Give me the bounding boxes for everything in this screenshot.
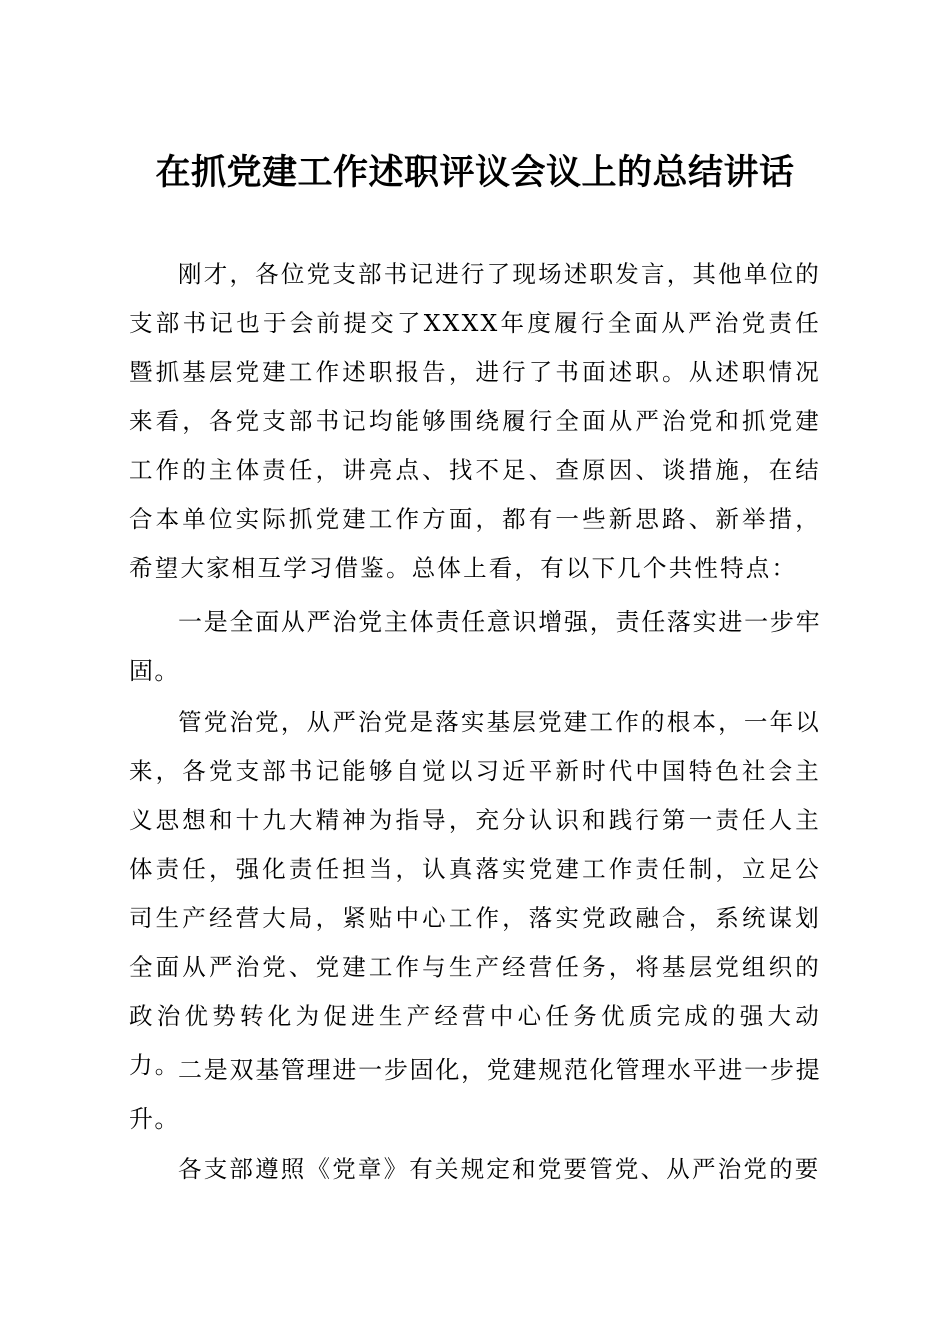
section-heading-2: 二是双基管理进一步固化，党建规范化管理水平进一步提升。 xyxy=(129,1056,821,1133)
paragraph-intro: 刚才，各位党支部书记进行了现场述职发言，其他单位的支部书记也于会前提交了XXXX年度履行全面从严治党责任暨抓基层党建工作述职报告，进行了书面述职。从述职情况来看，各党支部书记均能够围绕履行全面从严治党和抓党建工作的主体责任，讲亮点、找不足、查原因、谈措施，在结合本单位实际抓党建工作方面，都有一些新思路、新举措，希望大家相互学习借鉴。总体上看，有以下几个共性特点： xyxy=(129,260,821,582)
section-heading-1: 一是全面从严治党主体责任意识增强，责任落实进一步牢固。 xyxy=(129,608,821,685)
paragraph-responsibility: 管党治党，从严治党是落实基层党建工作的根本，一年以来，各党支部书记能够自觉以习近平新时代中国特色社会主义思想和十九大精神为指导，充分认识和践行第一责任人主体责任，强化责任担当，认真落实党建工作责任制，立足公司生产经营大局，紧贴中心工作，落实党政融合，系统谋划全面从严治党、党建工作与生产经营任务，将基层党组织的政治优势转化为促进生产经营中心任务优质完成的强大动力。 xyxy=(129,708,821,1079)
paragraph-branches: 各支部遵照《党章》有关规定和党要管党、从严治党的要 xyxy=(178,1155,821,1183)
document-title: 在抓党建工作述职评议会议上的总结讲话 xyxy=(155,153,795,193)
